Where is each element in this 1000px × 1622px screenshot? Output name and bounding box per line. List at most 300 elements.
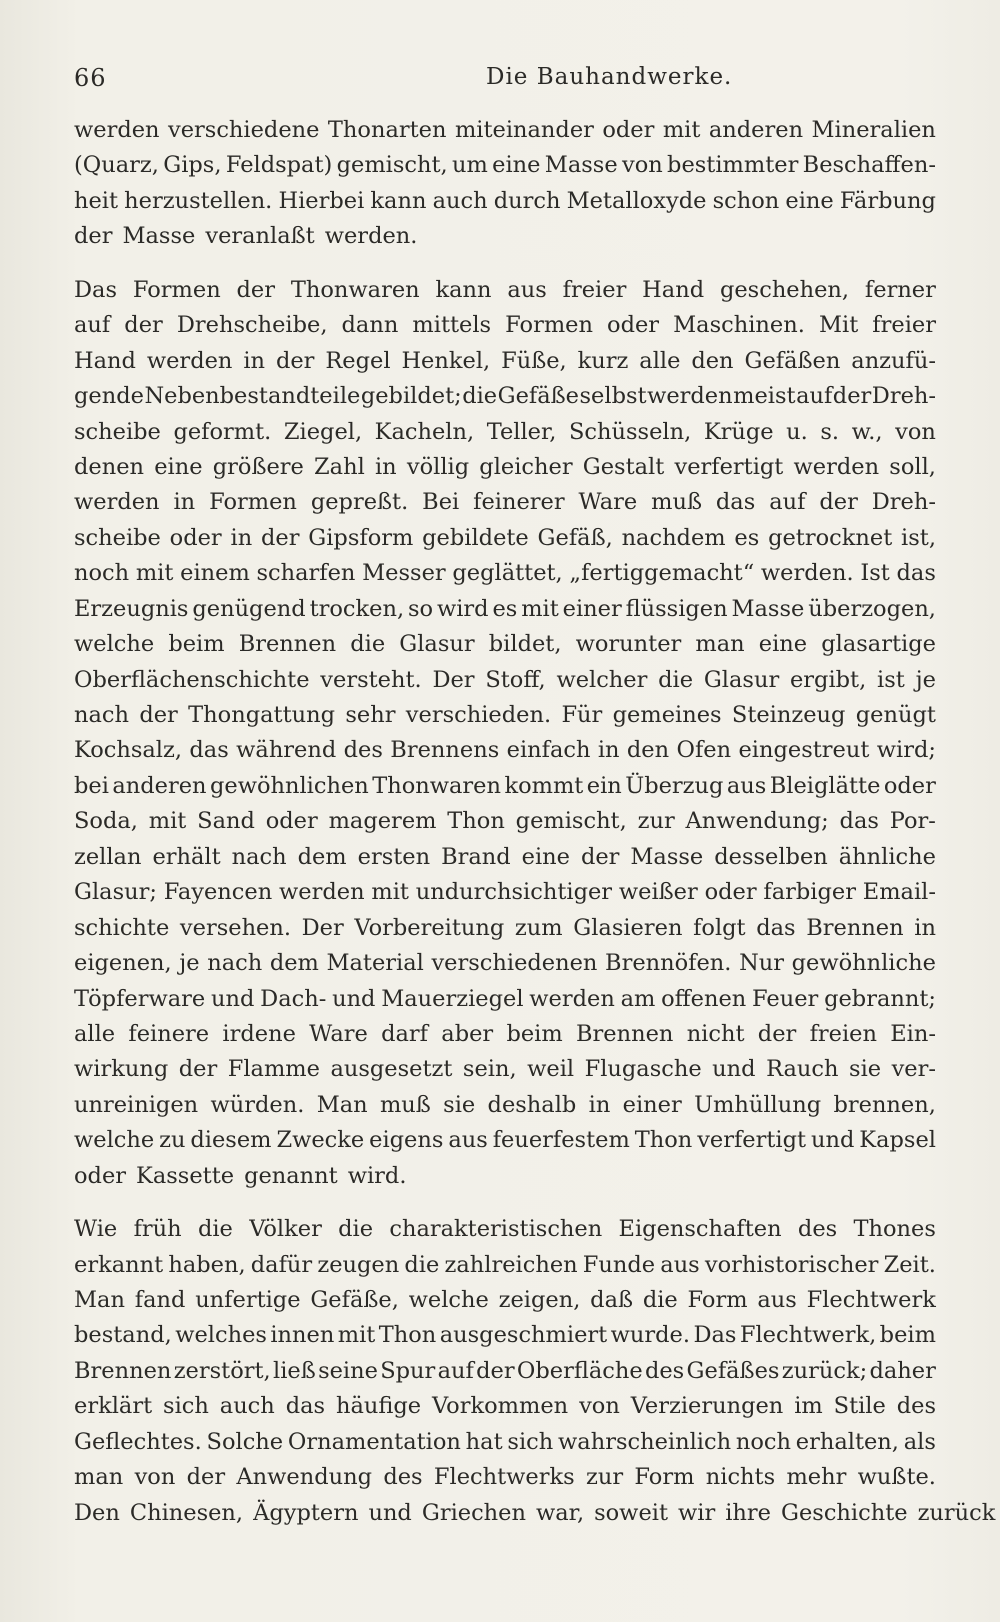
word: sehr — [345, 702, 396, 728]
word: Schüsseln, — [569, 418, 692, 445]
word: kann — [370, 187, 427, 214]
word: haben, — [168, 1251, 246, 1278]
word: Ziegel, — [283, 418, 363, 445]
word: Ornamentation — [287, 1428, 461, 1455]
word: erhalten, — [795, 1428, 899, 1455]
text-line — [74, 911, 936, 946]
word: Ist — [860, 560, 890, 587]
word: zur — [586, 1464, 624, 1491]
word: oder — [265, 808, 318, 835]
word: die — [658, 666, 694, 693]
word: zeugen — [317, 1251, 400, 1278]
text-line — [74, 1088, 936, 1123]
word: scharfen — [256, 560, 356, 587]
word: Thones — [853, 1216, 936, 1243]
word: Füße, — [501, 347, 567, 374]
word: ein — [586, 772, 622, 799]
word: zellan — [74, 843, 142, 870]
word: der — [819, 489, 858, 516]
word: zurück — [917, 1499, 996, 1526]
word: des — [343, 737, 383, 764]
word: überzogen, — [808, 595, 936, 622]
word: die — [642, 1287, 678, 1313]
word: des — [797, 1216, 838, 1243]
word: welche — [74, 1127, 155, 1154]
word: Glasieren — [573, 914, 683, 941]
word: Chinesen, — [129, 1499, 244, 1526]
word: von — [579, 1393, 620, 1420]
word: fand — [134, 1287, 186, 1313]
word: w., — [851, 418, 883, 445]
word: desselben — [714, 843, 828, 870]
word: Der — [432, 666, 475, 693]
word: beim — [168, 631, 225, 658]
text-line — [74, 1354, 936, 1389]
text-line — [74, 184, 936, 219]
text-line — [74, 556, 936, 591]
word: des — [896, 1393, 936, 1420]
word: Rauch — [766, 1056, 839, 1083]
word: anzufü- — [851, 347, 936, 374]
word: heit — [74, 187, 119, 214]
word: das — [189, 737, 229, 764]
word: und — [810, 1127, 855, 1154]
word: flüssigen — [625, 595, 728, 622]
text-line — [74, 592, 936, 627]
word: Ware — [309, 1020, 368, 1047]
word: soll, — [889, 453, 936, 480]
word: Gefäßes — [686, 1357, 780, 1384]
word: Gefäß, — [537, 524, 613, 551]
word: genügt — [855, 702, 936, 728]
word: Form — [687, 1287, 748, 1313]
word: noch — [74, 560, 130, 587]
word: Gips, — [163, 152, 222, 179]
text-line — [74, 1212, 936, 1247]
text-line — [74, 1123, 936, 1158]
word: Oberflächenschichte — [74, 666, 310, 693]
word: gewöhnliche — [791, 950, 936, 977]
text-line — [74, 946, 936, 981]
text-line — [74, 769, 936, 804]
word: nachdem — [621, 524, 726, 551]
paragraph-gap — [74, 1194, 936, 1212]
word: und — [211, 985, 255, 1012]
word: farbiger — [763, 879, 856, 906]
word: wurde. — [610, 1322, 691, 1349]
word: verfertigt — [674, 453, 784, 480]
word: auf — [796, 383, 833, 410]
word: magerem — [328, 808, 437, 835]
word: freier — [562, 276, 627, 303]
word: Flugasche — [584, 1056, 702, 1083]
word: versehen. — [179, 914, 292, 941]
word: Glasur; — [74, 879, 157, 906]
word: gebildet; — [360, 383, 462, 410]
word: versteht. — [320, 666, 422, 693]
word: offenen — [661, 985, 747, 1012]
text-line — [74, 875, 936, 910]
word: zu — [159, 1127, 186, 1154]
word: Dach- — [260, 985, 327, 1012]
word: Kapsel — [859, 1127, 936, 1154]
word: ver- — [891, 1056, 936, 1083]
word: größere — [212, 453, 304, 480]
word: der — [275, 347, 315, 374]
word: der — [580, 843, 620, 870]
word: und — [712, 1056, 756, 1083]
word: mit — [337, 1322, 376, 1349]
word: muß — [651, 489, 702, 516]
word: denen — [74, 453, 145, 480]
text-line — [74, 733, 936, 768]
word: Wie — [74, 1216, 118, 1243]
word: Färbung — [839, 187, 936, 214]
word: scheibe — [74, 418, 161, 445]
word: genannt — [244, 1162, 338, 1189]
word: beim — [506, 1020, 563, 1047]
word: sein, — [462, 1056, 517, 1083]
word: Messer — [362, 560, 446, 587]
word: Thon — [378, 1322, 437, 1349]
word: freien — [809, 1020, 877, 1047]
text-line — [74, 804, 936, 839]
word: werden — [279, 879, 365, 906]
word: feinerer — [473, 489, 565, 516]
word: Form — [634, 1464, 695, 1491]
word: der — [124, 312, 163, 339]
text-line — [74, 1389, 936, 1424]
body-text — [74, 113, 996, 1531]
word: auf — [74, 312, 111, 339]
word: werden — [793, 453, 880, 480]
word: Drehscheibe, — [176, 312, 328, 339]
word: welche — [408, 1287, 489, 1313]
word: Maschinen. — [673, 312, 805, 339]
paragraph — [74, 113, 936, 255]
word: der — [178, 1056, 218, 1083]
paragraph — [74, 1212, 996, 1531]
word: Thonwaren — [372, 772, 501, 799]
word: Nur — [739, 950, 784, 977]
word: bestimmter — [667, 152, 799, 179]
word: werden — [647, 383, 733, 410]
word: sich — [507, 1428, 554, 1455]
word: der — [186, 1464, 226, 1491]
word: Thon — [634, 1127, 693, 1154]
word: Flechtwerk, — [739, 1322, 877, 1349]
text-line — [74, 273, 936, 308]
word: es — [734, 524, 760, 551]
word: Gefäße — [497, 383, 580, 410]
word: von — [895, 418, 936, 445]
word: seine — [318, 1357, 378, 1384]
word: Mauerziegel — [381, 985, 524, 1012]
word: muß — [379, 1091, 431, 1118]
word: zeigen, — [498, 1287, 581, 1313]
word: Kassette — [136, 1162, 235, 1189]
word: auch — [432, 187, 488, 214]
word: aus — [448, 1127, 488, 1154]
word: Formen — [132, 276, 221, 303]
word: meist — [733, 383, 796, 410]
word: Hand — [74, 347, 136, 374]
word: Man — [74, 1287, 125, 1313]
word: gemischt, — [336, 152, 448, 179]
word: feinere — [128, 1020, 210, 1047]
word: Soda, — [74, 808, 138, 835]
word: werden — [146, 347, 233, 374]
word: Flechtwerks — [433, 1464, 575, 1491]
word: das — [285, 1393, 326, 1420]
word: gleicher — [479, 453, 573, 480]
word: Masse — [630, 843, 704, 870]
word: einfach — [506, 737, 591, 764]
word: einer — [622, 1091, 682, 1118]
text-line — [74, 308, 936, 343]
word: gebrannt; — [824, 985, 936, 1012]
word: alle — [639, 347, 681, 374]
word: Fayencen — [163, 879, 273, 906]
word: getrocknet — [768, 524, 893, 551]
word: Por- — [889, 808, 936, 835]
word: Umhüllung — [694, 1091, 822, 1118]
word: innen — [270, 1322, 335, 1349]
word: werden — [74, 489, 160, 516]
word: zurück; — [781, 1357, 868, 1384]
word: deshalb — [487, 1091, 577, 1118]
word: wußte. — [857, 1464, 936, 1491]
text-line — [74, 627, 936, 662]
word: Mit — [818, 312, 859, 339]
word: auf — [769, 489, 806, 516]
word: je — [179, 950, 200, 977]
word: Gefäße, — [310, 1287, 399, 1313]
paragraph-gap — [74, 255, 936, 273]
word: Brennen — [74, 1357, 172, 1384]
word: man — [74, 1464, 124, 1491]
word: eine — [785, 187, 834, 214]
word: der — [476, 1357, 515, 1384]
word: Töpferware — [74, 985, 206, 1012]
word: unreinigen — [74, 1091, 199, 1118]
text-line — [74, 485, 936, 520]
word: ist, — [901, 524, 936, 551]
word: Gestalt — [582, 453, 665, 480]
word: nicht — [686, 1020, 745, 1047]
word: Hierbei — [278, 187, 365, 214]
word: verschieden. — [405, 702, 552, 728]
word: dem — [297, 843, 347, 870]
word: Ofen — [676, 737, 732, 764]
word: brennen, — [833, 1091, 936, 1118]
word: Ein- — [890, 1020, 936, 1047]
word: bildet, — [488, 631, 562, 658]
word: Kochsalz, — [74, 737, 183, 764]
word: Stile — [833, 1393, 886, 1420]
text-line — [74, 148, 936, 183]
word: Vorkommen — [432, 1393, 569, 1420]
word: um — [452, 152, 488, 179]
word: Thongattung — [188, 702, 335, 728]
word: verschiedene — [168, 117, 320, 143]
word: kommt — [504, 772, 584, 799]
word: in — [243, 347, 266, 374]
word: zerstört, — [173, 1357, 271, 1384]
word: erklärt — [74, 1393, 153, 1420]
word: verschiedenen — [431, 950, 598, 977]
paragraph — [74, 273, 936, 1194]
word: Erzeugnis — [74, 595, 189, 622]
word: Mineralien — [811, 117, 936, 143]
word: Thonarten — [327, 117, 447, 143]
word: werden. — [324, 223, 418, 250]
word: geschehen, — [719, 276, 850, 303]
word: je — [915, 666, 936, 693]
word: der — [832, 383, 872, 410]
word: es — [492, 595, 518, 622]
word: sie — [849, 1056, 882, 1083]
word: Masse — [544, 152, 618, 179]
word: charakteristischen — [389, 1216, 603, 1243]
word: freier — [872, 312, 936, 339]
word: Glasur — [703, 666, 780, 693]
word: nichts — [705, 1464, 776, 1491]
word: in — [173, 489, 196, 516]
word: Geflechtes. — [74, 1428, 202, 1455]
word: Kacheln, — [374, 418, 475, 445]
word: Funde — [582, 1251, 656, 1278]
word: darf — [381, 1020, 429, 1047]
word: ließ — [273, 1357, 316, 1384]
text-line — [74, 219, 936, 254]
word: früh — [133, 1216, 182, 1243]
word: man — [695, 631, 745, 658]
word: Brennöfen. — [605, 950, 732, 977]
word: welcher — [556, 666, 648, 693]
word: erkannt — [74, 1251, 164, 1278]
word: anderen — [112, 772, 207, 799]
word: s. — [820, 418, 840, 445]
page-number: 66 — [74, 64, 107, 92]
word: das — [756, 914, 796, 941]
word: gemischt, — [515, 808, 627, 835]
word: eingestreut — [738, 737, 870, 764]
word: Metalloxyde — [566, 187, 707, 214]
word: der — [236, 276, 276, 303]
word: das — [839, 808, 879, 835]
word: Zahl — [314, 453, 365, 480]
word: verfertigt — [697, 1127, 807, 1154]
word: häufige — [335, 1393, 422, 1420]
word: völlig — [406, 453, 470, 480]
word: soweit — [594, 1499, 668, 1526]
word: Brennens — [390, 737, 500, 764]
word: dem — [269, 950, 319, 977]
word: Bei — [422, 489, 460, 516]
word: Das — [74, 276, 118, 303]
word: Den — [74, 1499, 120, 1526]
text-line — [74, 344, 936, 379]
word: Ware — [578, 489, 638, 516]
word: ähnliche — [838, 843, 936, 870]
word: glasartige — [821, 631, 936, 658]
word: Anwendung — [236, 1464, 373, 1491]
word: selbst — [579, 383, 647, 410]
word: miteinander — [454, 117, 594, 143]
word: eine — [758, 631, 808, 658]
word: weil — [527, 1056, 575, 1083]
word: Anwendung; — [685, 808, 829, 835]
word: das — [896, 560, 936, 587]
word: Masse — [731, 595, 805, 622]
word: Stoff, — [485, 666, 546, 693]
word: Solche — [206, 1428, 284, 1455]
word: den — [626, 737, 670, 764]
word: Brennen — [806, 914, 904, 941]
word: Vorbereitung — [354, 914, 505, 941]
word: war, — [535, 1499, 585, 1526]
word: nach — [74, 702, 129, 728]
word: aber — [441, 1020, 494, 1047]
word: vorhistorischer — [704, 1251, 879, 1278]
word: Masse — [122, 223, 196, 250]
word: eigenen, — [74, 950, 172, 977]
word: bestand, — [74, 1322, 172, 1349]
word: des — [383, 1464, 423, 1491]
text-line — [74, 1248, 936, 1283]
word: aus — [507, 276, 547, 303]
word: Geschichte — [780, 1499, 908, 1526]
word: hat — [465, 1428, 503, 1455]
word: gepreßt. — [310, 489, 409, 516]
word: Das — [693, 1322, 737, 1349]
word: oder — [883, 772, 936, 799]
word: während — [236, 737, 337, 764]
word: wir — [678, 1499, 716, 1526]
word: alle — [74, 1020, 116, 1047]
word: mit — [662, 117, 701, 143]
word: Thonwaren — [290, 276, 420, 303]
word: wahrscheinlich — [558, 1428, 732, 1455]
word: Der — [301, 914, 344, 941]
word: würden. — [210, 1091, 305, 1118]
word: auch — [219, 1393, 275, 1420]
word: als — [903, 1428, 936, 1455]
word: Flamme — [227, 1056, 320, 1083]
word: oder — [607, 312, 660, 339]
word: Zwecke — [276, 1127, 365, 1154]
word: zur — [637, 808, 675, 835]
word: gewöhnlichen — [209, 772, 369, 799]
word: des — [644, 1357, 685, 1384]
word: sich — [163, 1393, 209, 1420]
word: mit — [148, 808, 187, 835]
text-line — [74, 982, 936, 1017]
text-line — [74, 698, 936, 733]
word: Oberfläche — [516, 1357, 643, 1384]
word: einem — [180, 560, 250, 587]
word: Spur — [380, 1357, 436, 1384]
text-line — [74, 379, 936, 414]
word: noch — [735, 1428, 791, 1455]
word: Gipsform — [308, 524, 414, 551]
text-line — [74, 1425, 936, 1460]
word: (Quarz, — [74, 152, 159, 179]
word: der — [260, 524, 300, 551]
word: ferner — [864, 276, 936, 303]
word: aus — [726, 772, 767, 799]
